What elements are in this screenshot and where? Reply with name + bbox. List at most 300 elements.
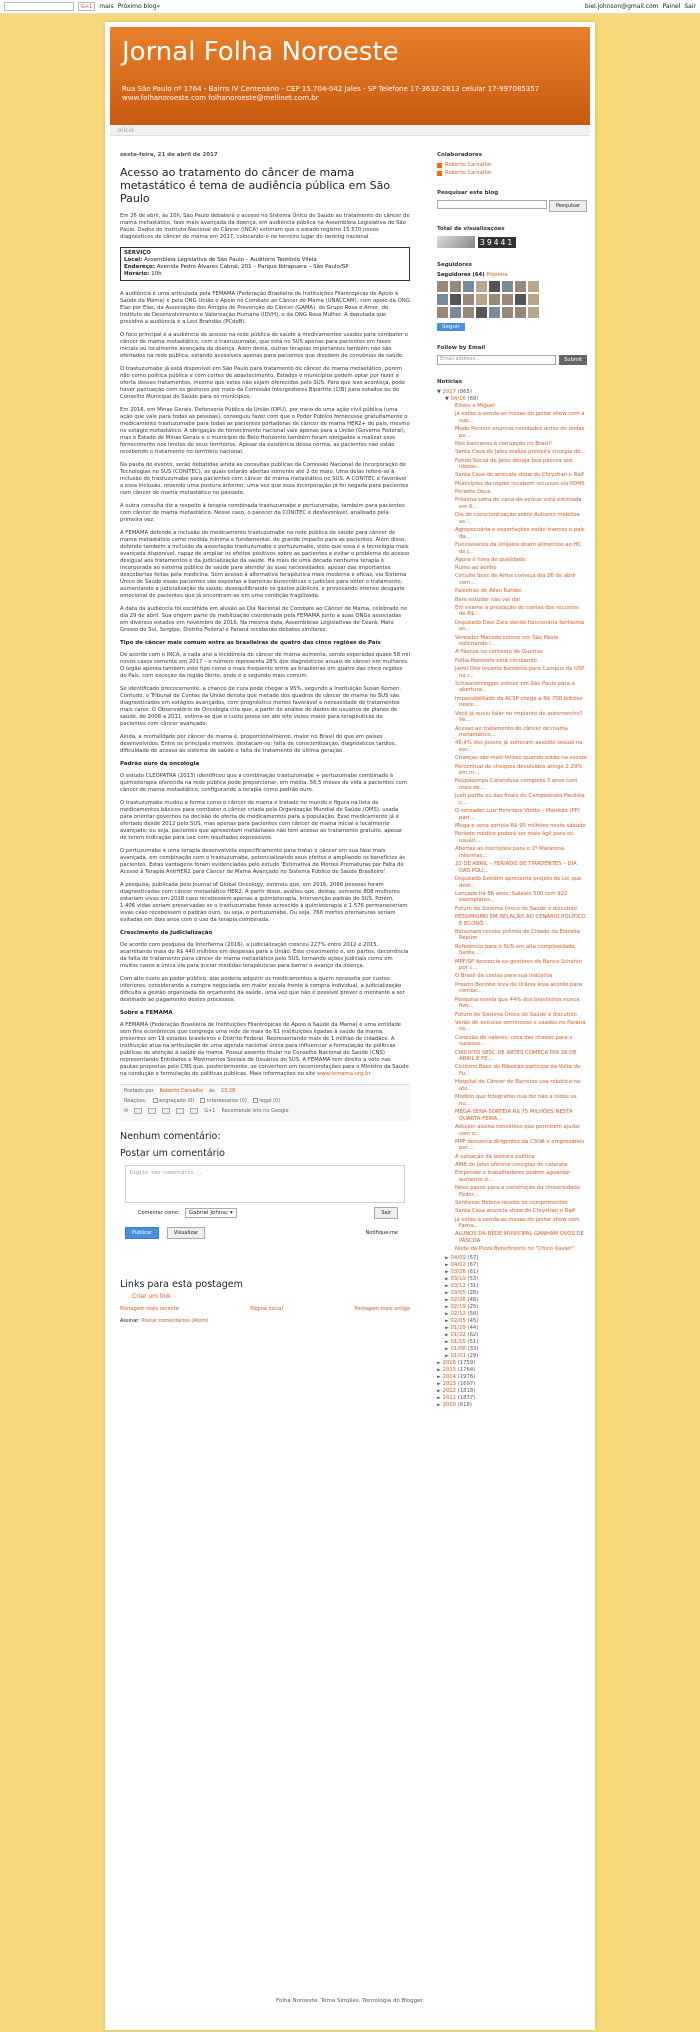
avatar[interactable] bbox=[489, 281, 500, 292]
search-widget bbox=[437, 190, 587, 212]
posted-by-label: Postado por bbox=[124, 1088, 154, 1094]
archive-count: (31) bbox=[467, 1282, 479, 1289]
archive-count: (45) bbox=[467, 1317, 479, 1324]
post-paragraph: O trastuzumabe mudou a forma como o câncer de mama é tratado no mundo e figura na lista de medicamentos básicos para combater o câncer criada pela Organização Mundial de Saúde (OMS), usada para orientar governos na decisão de oferta de medicamentos para a população. Esse medicamento já é ofertado desde 2012 pelo SUS, mas apenas para pacientes com câncer de mama inicial e localmente avançado; ou seja, pacientes que apresentam metástases não têm acesso ao tratamento gratuito, apesar de terem indicação para uso com resultados expressivos. bbox=[120, 800, 403, 841]
post-date: sexta-feira, 21 de abril de 2017 bbox=[120, 152, 218, 158]
archive-week-link[interactable]: 04/16 bbox=[450, 396, 466, 402]
archive-year-link[interactable]: 2013 bbox=[442, 1380, 457, 1387]
archive-post-link[interactable]: Dia de conscientização sobre Autismo mobiliza as... bbox=[455, 512, 580, 525]
older-post-link[interactable]: Postagem mais antiga bbox=[354, 1306, 410, 1312]
archive-week-item bbox=[437, 1325, 587, 1332]
archive-count: (618) bbox=[457, 1401, 472, 1408]
archive-post-link[interactable]: Já estão à venda as mesas do jantar show com Fama... bbox=[455, 1216, 580, 1230]
archive-week-item bbox=[437, 1283, 587, 1290]
post-comment-heading: Postar um comentário bbox=[120, 1148, 225, 1159]
newer-post-link[interactable]: Postagem mais recente bbox=[120, 1306, 179, 1312]
archive-count: (1818) bbox=[457, 1387, 476, 1394]
contributor-link[interactable]: Roberto Carvalho bbox=[445, 170, 492, 176]
expand-triangle-icon[interactable]: ► bbox=[445, 1352, 449, 1359]
archive-post-link[interactable]: Nos bancanos à corrupção no Brasil! bbox=[455, 441, 553, 448]
archive-week-item bbox=[437, 1346, 587, 1353]
followers-title: Seguidores bbox=[437, 262, 472, 268]
blog-page bbox=[105, 22, 595, 2030]
avatar[interactable] bbox=[463, 307, 474, 318]
post-paragraph: O pertuzumabe é uma terapia desenvolvida especificamente para tratar o câncer em sua fase mais avançada, em combinação com o trastuzumabe, potencializando seus efeitos e ampliando os benefícios às pacientes. Estas vantagens foram evidenciadas pelo estudo 'Estimativa de Mortes Prematuras por Falta de Acesso à Terapia AntiHER2 para Câncer de Mama Avançado no Sistema Público de Saúde Brasileiro'. bbox=[120, 848, 406, 875]
post-paragraph: Em 2016, em Minas Gerais, Defensoria Pública da União (DPU), por meio de uma ação civil pública (uma ação que vale para todas as pessoas), conseguiu fazer com que o Poder Público fornecesse gratuitamente o medicamento trastuzumabe para todas as pacientes portadoras de câncer de mama HER2+ do país, mesmo no estágio metastático. A obrigação de fornecimento nacional vale apenas para a União (Governo Federal), mas o Estado de Minas Gerais e o município de Belo Horizonte também foram obrigados a realizar esse fornecimento nos limites de seus territórios. Apesar da existência dessa norma, as pacientes não estão recebendo o tratamento no território nacional. bbox=[120, 407, 410, 455]
avatar[interactable] bbox=[437, 281, 448, 292]
avatar[interactable] bbox=[476, 294, 487, 305]
avatar[interactable] bbox=[437, 294, 448, 305]
search-title: Pesquisar este blog bbox=[437, 190, 499, 196]
archive-post-link[interactable]: Próxima safra de cana-de-açúcar está estimada em 6... bbox=[455, 497, 582, 510]
subscribe-atom-link[interactable]: Postar comentários (Atom) bbox=[141, 1318, 209, 1324]
archive-week-link[interactable]: 04/02 bbox=[450, 1261, 466, 1268]
pageviews-title: Total de visualizações bbox=[437, 226, 505, 232]
avatar[interactable] bbox=[450, 307, 461, 318]
archive-week-item bbox=[437, 1353, 587, 1360]
navbar-more-link[interactable]: mais bbox=[99, 3, 114, 10]
email-submit-button[interactable]: Submit bbox=[559, 355, 587, 365]
notify-me-link[interactable]: Notifique-me bbox=[365, 1230, 398, 1236]
avatar[interactable] bbox=[476, 307, 487, 318]
email-input[interactable]: Email address... bbox=[437, 355, 556, 365]
archive-post-link[interactable]: Já estão à venda as mesas do jantar show com a sup... bbox=[455, 411, 585, 424]
post-paragraph: O trastuzumabe já está disponível em São Paulo para tratamento de câncer de mama metastático, porém não como política pública e com cortes de abastecimento. Estados e municípios podem optar por fazer a oferta desses tratamentos, mesmo que estes não sejam oferecidos pelo SUS. Para que isso aconteça, pode haver pactuação com os gestores por meio da Comissão Intergestores Bipartite (CIB) para estados ou do Conselho Municipal de Saúde para os municípios. bbox=[120, 366, 406, 400]
expand-triangle-icon[interactable]: ► bbox=[445, 1310, 449, 1317]
archive-post-link[interactable]: ALUNOS DA REDE MUNICIPAL GANHAM OVOS DE PÁSCOA bbox=[455, 1231, 584, 1244]
post-paragraph: A audiência é uma articulada pela FEMAMA (Federação Brasileira de Instituições Filantrópicas de Apoio à Saúde da Mama) e pela ONG União e Apoio no Combate ao Câncer de Mama (UNACCAM), com apoio da ONG Elas por Elas, da Associação dos Amigos de Prevenção do Câncer (GAMA), do Grupo Rosa e Amor, do Instituto de Desenvolvimento e Valorização Humana (IDVH), e da ONG Rosa Mulher. A deputada que presidirá a audiência é a Leci Brandão (PCdoB). bbox=[120, 291, 410, 325]
avatar[interactable] bbox=[528, 307, 539, 318]
backlinks-heading: Links para esta postagem bbox=[120, 1279, 243, 1290]
archive-post-link[interactable]: CIRCUITO SESC DE ARTES COMEÇA DIA 26 DE ABRIL E FE... bbox=[455, 1049, 577, 1063]
archive-year-item bbox=[437, 1360, 587, 1367]
identity-value: Gabriel Johnsc bbox=[188, 1210, 229, 1216]
archive-post-link[interactable]: Abertas as inscrições para o 1º Maratona Intermac... bbox=[455, 846, 565, 859]
archive-count: (33) bbox=[467, 1345, 479, 1352]
archive-year-item bbox=[437, 1395, 587, 1402]
avatar[interactable] bbox=[502, 307, 513, 318]
attribution: Folha Noroeste. Tema Simples. Tecnologia do Blogger. bbox=[275, 1998, 425, 2004]
archive-week-link[interactable]: 01/08 bbox=[450, 1345, 466, 1352]
archive-post-link[interactable]: Novo passo para a construção da Universidade Feder... bbox=[455, 1185, 580, 1198]
avatar[interactable] bbox=[489, 294, 500, 305]
archive-post-link[interactable]: Santa Casa anuncia show do Chrystian e Ralf bbox=[455, 1208, 575, 1215]
email-post-icon[interactable]: ✉ bbox=[124, 1108, 129, 1114]
avatar[interactable] bbox=[502, 281, 513, 292]
archive-count: (58) bbox=[467, 1310, 479, 1317]
archive-post-link[interactable]: Schwarzenegger esteve em São Paulo para a abertura... bbox=[455, 680, 575, 694]
archive-count: (1697) bbox=[457, 1380, 476, 1387]
archive-post-link[interactable]: Projeto Berinho leva de Urânia leva acordo para combe... bbox=[455, 981, 583, 995]
post-paragraph: A outra consulta diz a respeito à terapia combinada trastuzumabe e pertuzumabe, também para pacientes com câncer de mama metastático. Nesse caso, o parecer da CONITEC é desfavorável, analisado pela primeira vez. bbox=[120, 503, 405, 523]
archive-week-link[interactable]: 03/19 bbox=[450, 1275, 466, 1282]
contributors-widget bbox=[437, 152, 587, 176]
archive-post-link[interactable]: Eliseu e Miguel bbox=[455, 403, 495, 409]
archive-week-list bbox=[437, 1255, 587, 1360]
archive-post-link[interactable]: Made Pennon anuncia novidades antes de ondas po... bbox=[455, 426, 585, 439]
followers-grid bbox=[437, 281, 587, 318]
followers-count: Seguidores (64) bbox=[437, 272, 485, 278]
author-link[interactable]: Roberto Carvalho bbox=[159, 1088, 204, 1094]
post-paragraph: A FEMAMA defende a inclusão do medicamento trastuzumabe na rede pública de saúde para câncer de mama metastático como medida mínima e fundamental, de grande impacto para as pacientes. Além disso, defende também a inclusão da associação trastuzumabe e pertuzumabe, visto que essa é a tecnologia mais avançada disponível, capaz de ampliar os efeitos positivos sobre as pacientes e evitar o problema do acesso desigual aos tratamentos e da judicialização da saúde. Há mais de uma década nenhuma terapia é incorporada ao sistema público de saúde para atender às suas necessidades, apesar das importantes descobertas feitas pela medicina. Sem acesso à alternativa terapêutica mais moderna e eficaz, via Sistema Único de Saúde essas pacientes são expostas a barreiras burocráticas e judiciais para obter o tratamento, aumentando a judicialização da saúde, desequilibrando os gastos públicos, e provocando intenso desgaste emocional de pacientes que já encontram-se em uma condição fragilizada. bbox=[120, 530, 410, 599]
expand-triangle-icon[interactable]: ► bbox=[445, 1303, 449, 1310]
expand-triangle-icon[interactable]: ► bbox=[437, 1401, 441, 1408]
reaction-checkbox[interactable] bbox=[253, 1098, 258, 1103]
avatar[interactable] bbox=[437, 307, 448, 318]
post-title: Acesso ao tratamento do câncer de mama metastático é tema de audiência pública em São Paulo bbox=[120, 166, 391, 205]
archive-post-link[interactable]: Rumo ao aonho bbox=[455, 565, 497, 572]
archive-week-link[interactable]: 03/05 bbox=[450, 1289, 466, 1296]
servico-endereco: Avenida Pedro Álvares Cabral, 201 – Parque Ibirapuera – São Paulo/SP bbox=[156, 264, 349, 270]
email-widget bbox=[437, 345, 587, 365]
logout-button[interactable]: Sair bbox=[374, 1207, 398, 1219]
archive-post-link[interactable]: Período médico poderá ser mais ágil para os usuári... bbox=[455, 831, 574, 844]
archive-post-link[interactable]: MPF denuncia dirigentes da CSOA e empresários por ... bbox=[455, 1138, 585, 1152]
share-blog-icon[interactable] bbox=[148, 1108, 156, 1114]
servico-local: Assembleia Legislativa de São Paulo – Auditório Teotônio Vilela bbox=[144, 257, 317, 263]
avatar[interactable] bbox=[489, 307, 500, 318]
post-paragraph: Ainda, a mortalidade por câncer de mama é, proporcionalmente, maior no Brasil do que em países desenvolvidos. Entre os principais motivos, destacam-se: falta de conscientização, diagnósticos tardios, dificuldade de acesso ao sistema de saúde e falta de tratamento de última geração. bbox=[120, 734, 397, 754]
archive-post-list bbox=[437, 403, 587, 1253]
archive-week-item bbox=[437, 1311, 587, 1318]
pageviews-sparkline bbox=[437, 236, 475, 248]
archive-post-link[interactable]: Deputado Gondim apresenta projeto de Lei que dest... bbox=[455, 875, 582, 889]
contributors-title: Colaboradores bbox=[437, 152, 482, 158]
archive-count: (28) bbox=[467, 1289, 479, 1296]
create-link[interactable]: Criar um link bbox=[132, 1293, 171, 1300]
archive-week-link[interactable]: 02/12 bbox=[450, 1310, 466, 1317]
archive-week-link[interactable]: 02/19 bbox=[450, 1303, 466, 1310]
archive-post-link[interactable]: Palestras de Allan Kardec bbox=[455, 588, 523, 595]
archive-year-link[interactable]: 2011 bbox=[442, 1394, 457, 1401]
archive-count: (61) bbox=[467, 1268, 479, 1275]
archive-post-link[interactable]: Poupatempo Catanduva completa 3 anos com mais de... bbox=[455, 778, 578, 791]
expand-triangle-icon[interactable]: ► bbox=[437, 1394, 441, 1401]
archive-post-link[interactable]: Jamil Ono levanta bandeira para Campus da USP na r... bbox=[455, 666, 585, 679]
servico-endereco-label: Endereço: bbox=[124, 264, 156, 270]
archive-post-link[interactable]: O vereador Luiz Henrique Viotto – Marotão (PP) part... bbox=[455, 808, 580, 821]
reaction-label: legal (0) bbox=[259, 1098, 281, 1104]
share-twitter-icon[interactable] bbox=[162, 1108, 170, 1114]
archive-year-item bbox=[437, 1388, 587, 1395]
archive-post-link[interactable]: Agora é hora de qualidade bbox=[455, 556, 526, 563]
post-footer bbox=[120, 1084, 410, 1121]
archive-post-link[interactable]: 46,4% dos jovens já sofreram assédio sexual na esc... bbox=[455, 740, 583, 753]
follow-button[interactable]: Seguir bbox=[437, 323, 465, 331]
chevron-down-icon: ▾ bbox=[229, 1210, 233, 1216]
archive-post-link[interactable]: Futuro do Sistema Único de Saúde é discutido bbox=[455, 905, 577, 912]
archive-year-link[interactable]: 2010 bbox=[442, 1401, 457, 1408]
archive-count: (865) bbox=[457, 389, 472, 395]
expand-triangle-icon[interactable]: ► bbox=[445, 1261, 449, 1268]
comment-as-label: Comentar como: bbox=[138, 1210, 180, 1216]
post-intro: Em 26 de abril, às 10h, São Paulo debaterá o acesso no Sistema Único de Saúde ao tratamento do câncer de mama metastático, fase mais avançada da doença, em audiência pública na Assembleia Legislativa de São Paulo. Dados do Instituto Nacional do Câncer (INCA) estimam que o estado registre 15.570 novos diagnósticos de câncer de mama em 2017, colocando-o no terceiro lugar do ranking nacional. bbox=[120, 213, 410, 240]
archive-post-link[interactable]: A Páscoa no contexto de Guerras bbox=[455, 649, 543, 656]
main-column bbox=[120, 152, 410, 1324]
archive-year-link[interactable]: 2015 bbox=[442, 1366, 457, 1373]
share-email-icon[interactable] bbox=[134, 1108, 142, 1114]
archive-count: (51) bbox=[467, 1338, 479, 1345]
archive-week-link[interactable]: 03/26 bbox=[450, 1268, 466, 1275]
post-paragraph: O estudo CLEOPATRA (2013) identificou que a combinação trastuzumabe + pertuzumabe combinado à quimioterapia oferecida na rede pública pode proporcionar, em média, 56,5 meses de vida a pacientes com câncer de mama metastático, configurando a terapia como padrão ouro. bbox=[120, 773, 407, 793]
reaction-label: engraçado (0) bbox=[159, 1098, 195, 1104]
archive-year-item bbox=[437, 1374, 587, 1381]
archive-post-link[interactable]: Adcsion assina convênios que permitem ajudar com o... bbox=[455, 1123, 581, 1137]
blog-header bbox=[110, 27, 590, 125]
archive-week-link[interactable]: 01/29 bbox=[450, 1324, 466, 1331]
archive-week-item bbox=[437, 1332, 587, 1339]
recommend-label: Recomende isto no Google bbox=[221, 1108, 289, 1114]
archive-title: Notícias bbox=[437, 379, 463, 385]
archive-week-item bbox=[437, 1290, 587, 1297]
search-button[interactable]: Pesquisar bbox=[549, 200, 587, 212]
servico-title: SERVIÇO bbox=[124, 250, 151, 256]
contributor-link[interactable]: Roberto Carvalho bbox=[445, 162, 492, 168]
archive-post-link[interactable]: Hospital de Câncer de Barretos usa robótica na ate... bbox=[455, 1079, 581, 1092]
archive-count: (1837) bbox=[457, 1394, 476, 1401]
archive-week-item bbox=[437, 1304, 587, 1311]
tab-home[interactable]: Início bbox=[118, 127, 134, 134]
post-paragraph: Se identificado precocemente, a chance de cura pode chegar a 95%, segundo a Instituição Susan Komen. Contudo, o Tribunal de Contas da União denota que metade dos quadros de câncer de mama no SUS são diagnosticados em estágios avançados, com prognóstico menos favorável e necessidade de tratamentos mais caros. O Observatório de Oncologia cita que, a partir de análise de dados de usuários de planos de saúde, de 2008 a 2011, estima-se que o custo possa ser até oito vezes maior para terapêuticas de pacientes com câncer avançado. bbox=[120, 686, 402, 727]
subscribe-label: Assinar: bbox=[120, 1318, 140, 1324]
archive-count: (48) bbox=[467, 1296, 479, 1303]
archive-post-link[interactable]: Santa Casa de arrecala show do Chrystian e Ralf bbox=[455, 472, 584, 479]
expand-triangle-icon[interactable]: ► bbox=[445, 1289, 449, 1296]
archive-count: (1764) bbox=[457, 1366, 476, 1373]
archive-post-link[interactable]: Fundo Social de Jales desaja boa páscoa aos idosos... bbox=[455, 457, 573, 471]
servico-horario: 10h bbox=[151, 271, 162, 277]
avatar[interactable] bbox=[528, 294, 539, 305]
archive-post-link[interactable]: Bolsonaro recebe prêmio de Cidade da Estrada Repúm bbox=[455, 928, 580, 942]
archive-count: (57) bbox=[467, 1254, 479, 1261]
archive-post-link[interactable]: Municípios da região recebem recursos via PDHS bbox=[455, 480, 585, 487]
archive-post-link[interactable]: Crianças são mais felizes quando estão na escola bbox=[455, 755, 587, 762]
section-heading: Crescimento da Judicialização bbox=[120, 930, 213, 936]
archive-week-link[interactable]: 04/09 bbox=[450, 1254, 466, 1261]
archive-post-link[interactable]: Funcionários da Unijales doam alimentos ao HC de J... bbox=[455, 541, 582, 555]
archive-post-link[interactable]: Percentual de cheques devolvidos atinge 2,29% em m... bbox=[455, 763, 583, 777]
archive-post-link[interactable]: Empresas e trabalhadores podem aguardar aumento d... bbox=[455, 1170, 571, 1183]
archive-post-link[interactable]: Lançado há 86 anos, Galaxie 500 tem 922 exemplares... bbox=[455, 890, 568, 904]
followers-widget bbox=[437, 262, 587, 331]
post-paragraph: Na pauta do evento, serão debatidas ainda as consultas públicas da Comissão Nacional de Incorporação de Tecnologias no SUS (CONITEC), as quais estarão abertas somente até 2 de maio. Uma delas refere-se à inclusão do trastuzumabe para pacientes com câncer de mama metastático no SUS. A CONITEC é favorável a essa inclusão, revendo uma postura anterior, uma vez que essa incorporação já foi negada para pacientes com câncer de mama metastático no passado. bbox=[120, 462, 409, 496]
archive-post-link[interactable]: Noite da Pizza Beneficente no "Chico Xavier" bbox=[455, 1246, 574, 1253]
post-paragraph: De acordo com o INCA, a cada ano a incidência de câncer de mama aumenta, sendo esperados quase 58 mil novos casos somente em 2017 – o número representa 28% dos diagnósticos anuais de câncer em mulheres. O órgão aponta também este tipo como o mais frequente entre as brasileiras em quatro das cinco regiões do País, com exceção da região Norte, onde é o segundo mais comum. bbox=[120, 652, 410, 679]
blogger-icon bbox=[437, 163, 442, 168]
archive-year-item bbox=[437, 1381, 587, 1388]
archive-week-link[interactable]: 01/22 bbox=[450, 1331, 466, 1338]
archive-post-link[interactable]: Modelo que fotografou nua diz não a todos os nu... bbox=[455, 1094, 577, 1107]
reaction-checkbox[interactable] bbox=[153, 1098, 158, 1103]
archive-post-link[interactable]: Santa Casa de Jales realiza primeira cirurgia de... bbox=[455, 449, 586, 456]
archive-post-link[interactable]: Em exame à prestação de contas dos recursos de R$... bbox=[455, 604, 579, 618]
archive-week-link[interactable]: 02/05 bbox=[450, 1317, 466, 1324]
post-time-link[interactable]: 23:28 bbox=[220, 1088, 236, 1094]
expand-triangle-icon[interactable]: ► bbox=[445, 1317, 449, 1324]
expand-triangle-icon[interactable]: ► bbox=[437, 1359, 441, 1366]
avatar[interactable] bbox=[502, 294, 513, 305]
archive-post-link[interactable]: Bem estudar não vai dar bbox=[455, 596, 521, 603]
archive-post-link[interactable]: Impossibilitado da ACSP chega a R$ 700 bilhões neste... bbox=[455, 695, 583, 709]
avatar[interactable] bbox=[463, 281, 474, 292]
avatar[interactable] bbox=[476, 281, 487, 292]
archive-week-item bbox=[437, 1318, 587, 1325]
archive-post-link[interactable]: Justi porfia ou das finais do Campeonato Paulista c... bbox=[455, 793, 585, 806]
archive-post-link[interactable]: Acesso ao tratamento do câncer de mama metastático... bbox=[455, 725, 568, 739]
email-title: Follow by Email bbox=[437, 345, 486, 351]
archive-post-link[interactable]: PESSIMISMO EM RELAÇÃO AO CENÁRIO POLÍTICO E ECONÔ... bbox=[455, 913, 586, 927]
share-facebook-icon[interactable] bbox=[176, 1108, 184, 1114]
avatar[interactable] bbox=[463, 294, 474, 305]
archive-week-item bbox=[437, 1297, 587, 1304]
section-heading: Tipo de câncer mais comum entre as brasileiras de quatro das cinco regiões do País bbox=[120, 640, 381, 646]
expand-triangle-icon[interactable]: ► bbox=[437, 1366, 441, 1373]
archive-post-link[interactable]: 21 DE ABRIL – FERIADO DE TIRADENTES – DIA DAS POLI... bbox=[455, 861, 577, 874]
navbar-logout-link[interactable]: Sair bbox=[684, 3, 696, 10]
archive-week-link[interactable]: 01/15 bbox=[450, 1338, 466, 1345]
expand-triangle-icon[interactable]: ► bbox=[445, 1338, 449, 1345]
archive-post-link[interactable]: MEGA-SENA SORTEIA R$ 75 MILHÕES NESTA QUARTA-FEIRA... bbox=[455, 1109, 573, 1122]
publish-button[interactable]: Publicar bbox=[125, 1227, 159, 1239]
archive-count: (44) bbox=[467, 1324, 479, 1331]
archive-week-link[interactable]: 03/12 bbox=[450, 1282, 466, 1289]
post-paragraph: A pesquisa, publicada pelo Journal of Global Oncology, estimou que, em 2016, 2068 pessoas foram diagnosticadas com câncer metastático HER2. A partir disso, avaliou que, destas, somente 808 mulheres estariam vivas em 2018 caso recebessem apenas a quimioterapia. Intervenção padrão do SUS. Porém, 1.406 vidas seriam preservadas se o trastuzumabe fosse acrescido à quimioterapia e 1.576 permaneceriam vivas caso recebessem o padrão ouro, ou seja, o pertuzumabe. Ou seja, 768 mortes prematuras seriam evitadas em dois anos com o uso da terapia combinada. bbox=[120, 882, 408, 923]
archive-post-link[interactable]: Deputado Davi Zaia dando funcionária fantasma as... bbox=[455, 619, 585, 633]
google-plus-one-icon[interactable]: G+1 bbox=[204, 1108, 216, 1114]
archive-count: (67) bbox=[467, 1261, 479, 1268]
archive-post-link[interactable]: Perante Deus bbox=[455, 489, 491, 496]
archive-year-link[interactable]: 2017 bbox=[442, 389, 457, 395]
expand-triangle-icon[interactable]: ► bbox=[445, 1296, 449, 1303]
archive-count: (29) bbox=[467, 1352, 479, 1359]
archive-post-link[interactable]: Você já ouviu falar no implante de autorrancho? Ve... bbox=[455, 710, 583, 724]
blogger-icon bbox=[437, 171, 442, 176]
avatar[interactable] bbox=[515, 307, 526, 318]
blog-description: Rua São Paulo nº 1764 - Bairro IV Centenário - CEP 15.704-042 Jales - SP Telefone 17-3632-2813 celular 17-997085357 www.folhanoroeste.com folhanoroeste@mellinet.com.br bbox=[122, 85, 540, 102]
archive-post-link[interactable]: Agropecuária e exportações estão trancos o país da... bbox=[455, 527, 585, 540]
identity-select[interactable] bbox=[185, 1208, 237, 1218]
collapse-triangle-icon[interactable]: ▼ bbox=[437, 389, 441, 395]
avatar[interactable] bbox=[515, 281, 526, 292]
navbar-search-input[interactable] bbox=[4, 2, 74, 11]
google-plus-button[interactable]: G+1 bbox=[78, 2, 95, 11]
pageviews-widget bbox=[437, 226, 587, 248]
preview-button[interactable]: Visualizar bbox=[167, 1227, 205, 1239]
archive-year-item bbox=[437, 1402, 587, 1409]
sidebar bbox=[437, 152, 587, 1423]
avatar[interactable] bbox=[515, 294, 526, 305]
share-pinterest-icon[interactable] bbox=[190, 1108, 198, 1114]
archive-count: (62) bbox=[467, 1331, 479, 1338]
archive-post-link[interactable]: Pesquisa revela que 44% dos brasileiros nunca fize... bbox=[455, 996, 580, 1010]
blog-title[interactable]: Jornal Folha Noroeste bbox=[122, 37, 399, 67]
at-label: às bbox=[209, 1088, 215, 1094]
archive-year-link[interactable]: 2016 bbox=[442, 1359, 457, 1366]
archive-week-item bbox=[437, 1276, 587, 1283]
archive-post-link[interactable]: Vereador Macedo esteve em São Paulo solicitando l... bbox=[455, 634, 559, 648]
archive-week-item bbox=[437, 1262, 587, 1269]
femama-link[interactable]: www.femama.org.br bbox=[316, 1071, 371, 1077]
avatar[interactable] bbox=[450, 294, 461, 305]
archive-post-link[interactable]: O Brasil da costas para sua indústria bbox=[455, 973, 553, 980]
home-link[interactable]: Página inicial bbox=[250, 1306, 283, 1312]
reaction-checkbox[interactable] bbox=[200, 1098, 205, 1103]
archive-post-link[interactable]: Folha Noroeste está circulando bbox=[455, 657, 537, 664]
servico-local-label: Local: bbox=[124, 257, 143, 263]
archive-post-link[interactable]: Senhoras Helena recebe os cumprimentos bbox=[455, 1199, 568, 1206]
archive-week-link[interactable]: 01/01 bbox=[450, 1352, 466, 1359]
reaction-label: interessante (0) bbox=[207, 1098, 247, 1104]
collapse-triangle-icon[interactable]: ▼ bbox=[445, 396, 449, 402]
archive-post-link[interactable]: AMB de Jales oferece cirurgias de catarata bbox=[455, 1161, 568, 1168]
archive-week-item bbox=[437, 1339, 587, 1346]
archive-post-link[interactable]: Ciclismo Base de Ribeirão participa da Volta do Fu... bbox=[455, 1064, 581, 1077]
pageviews-counter: 39441 bbox=[480, 237, 515, 247]
expand-triangle-icon[interactable]: ► bbox=[445, 1345, 449, 1352]
archive-post-link[interactable]: Circuito Sesc de Artes começa dia 26 de abril com... bbox=[455, 573, 576, 586]
archive-week-item bbox=[437, 1269, 587, 1276]
archive-widget bbox=[437, 379, 587, 1409]
archive-count: (1976) bbox=[457, 1373, 476, 1380]
blog-search-input[interactable] bbox=[437, 200, 547, 209]
expand-triangle-icon[interactable]: ► bbox=[437, 1380, 441, 1387]
archive-count: (69) bbox=[467, 396, 479, 402]
navbar-next-blog-link[interactable]: Próximo blog» bbox=[117, 3, 161, 10]
expand-triangle-icon[interactable]: ► bbox=[445, 1275, 449, 1282]
expand-triangle-icon[interactable]: ► bbox=[445, 1331, 449, 1338]
expand-triangle-icon[interactable]: ► bbox=[445, 1268, 449, 1275]
archive-week-item bbox=[437, 1255, 587, 1262]
expand-triangle-icon[interactable]: ► bbox=[445, 1254, 449, 1261]
blogger-navbar bbox=[0, 0, 700, 14]
archive-count: (1759) bbox=[457, 1359, 476, 1366]
archive-post-link[interactable]: Futuro do Sistema Único de Saúde é discutido bbox=[455, 1011, 577, 1018]
comment-textarea[interactable]: Digite seu comentário... bbox=[125, 1165, 405, 1203]
expand-triangle-icon[interactable]: ► bbox=[437, 1387, 441, 1394]
archive-post-link[interactable]: MPF/SP denuncia ex-gestores do Banco Schahin por c... bbox=[455, 958, 582, 972]
post-paragraph: O foco principal é a audiência de acesso na rede pública de saúde a medicamentos usados para combater o câncer de mama metastático, com o trastuzumabe, que está no SUS apenas para pacientes em fases iniciais ou localmente avançada da doença. Além desta, outras terapias importantes também não são ofertados na rede pública, estando acessíveis apenas para pacientes que dispõem de convênios de saúde. bbox=[120, 332, 408, 359]
archive-post-link[interactable]: Verão de veículos seminovos e usados no Paraná ca... bbox=[455, 1019, 586, 1033]
archive-count: (25) bbox=[467, 1303, 479, 1310]
archive-post-link[interactable]: Mega-e sena sorteia R$ 95 milhões nesta sábado bbox=[455, 823, 586, 830]
backlinks-section bbox=[120, 1279, 410, 1324]
archive-post-link[interactable]: A salvação da lavoura política bbox=[455, 1153, 535, 1160]
followers-next-link[interactable]: Próxima bbox=[486, 272, 508, 278]
avatar[interactable] bbox=[450, 281, 461, 292]
post-paragraph: De acordo com pesquisa da Interfarma (2016), a judicialização cresceu 227% entre 2012 e 2015, acarretando mais de R$ 440 milhões em despesas para a União. Este crescimento é, em partes, decorrência da falta de tratamento para câncer de mama metastático pelo SUS, tornando ações judiciais como em muitos casos a única via para iniciar medidas terapêuticas para barrar o avanço da doença. bbox=[120, 942, 409, 969]
post-paragraph bbox=[120, 1022, 410, 1078]
archive-year-item bbox=[437, 1367, 587, 1374]
avatar[interactable] bbox=[528, 281, 539, 292]
navbar-user-email: biel.johnson@gmail.com bbox=[584, 3, 659, 10]
servico-box bbox=[120, 247, 410, 281]
archive-year-link[interactable]: 2012 bbox=[442, 1387, 457, 1394]
expand-triangle-icon[interactable]: ► bbox=[437, 1373, 441, 1380]
archive-year-list bbox=[437, 1360, 587, 1409]
archive-week-link[interactable]: 02/26 bbox=[450, 1296, 466, 1303]
post-paragraph: Com alto custo ao poder público, que poderia adquirir os medicamentos a quem necessita por custos inferiores, considerando a compra negociada em maior escala frente à compra individual, a judicialização dificulta a gestão organizada do orçamento da saúde, uma vez que não é possível prever o montante a ser destinado ao pagamento destes processos. bbox=[120, 976, 405, 1003]
archive-year-link[interactable]: 2014 bbox=[442, 1373, 457, 1380]
comments-section bbox=[120, 1131, 410, 1239]
expand-triangle-icon[interactable]: ► bbox=[445, 1324, 449, 1331]
tabs-bar bbox=[110, 125, 590, 136]
archive-post-link[interactable]: Referência para o SUS em alta complexidade, Santa ... bbox=[455, 943, 577, 957]
servico-horario-label: Horário: bbox=[124, 271, 150, 277]
archive-count: (53) bbox=[467, 1275, 479, 1282]
archive-post-link[interactable]: Conexão de valores: uma das chaves para o sucesso... bbox=[455, 1034, 573, 1048]
navbar-dashboard-link[interactable]: Painel bbox=[662, 3, 681, 10]
expand-triangle-icon[interactable]: ► bbox=[445, 1282, 449, 1289]
